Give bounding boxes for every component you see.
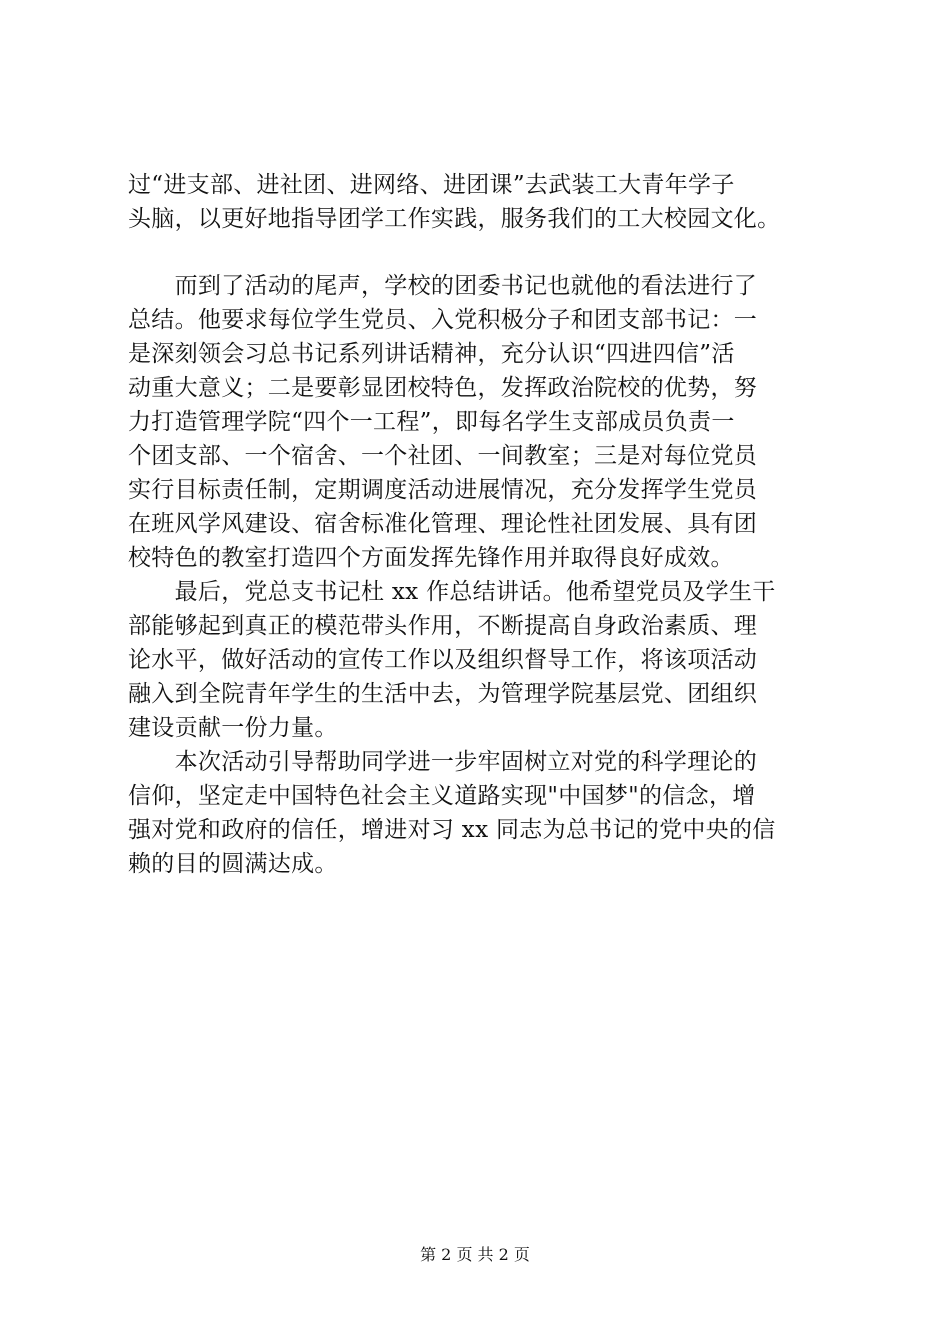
text-line: 论水平，做好活动的宣传工作以及组织督导工作，将该项活动 — [128, 647, 758, 673]
text-line: 本次活动引导帮助同学进一步牢固树立对党的科学理论的 — [128, 749, 758, 775]
text-line: 实行目标责任制，定期调度活动进展情况，充分发挥学生党员 — [128, 477, 758, 503]
text-line: 动重大意义；二是要彰显团校特色，发挥政治院校的优势，努 — [128, 375, 758, 401]
text-line: 头脑，以更好地指导团学工作实践，服务我们的工大校园文化。 — [128, 206, 781, 232]
paragraph-gap — [128, 236, 840, 269]
text-line: 在班风学风建设、宿舍标准化管理、理论性社团发展、具有团 — [128, 511, 758, 537]
body-text — [128, 168, 840, 881]
text-line: 个团支部、一个宿舍、一个社团、一间教室；三是对每位党员 — [128, 443, 758, 469]
page-footer: 第 2 页 共 2 页 — [420, 1245, 530, 1264]
text-line: 校特色的教室打造四个方面发挥先锋作用并取得良好成效。 — [128, 545, 734, 571]
text-line: 部能够起到真正的模范带头作用，不断提高自身政治素质、理 — [128, 613, 758, 639]
text-line: 总结。他要求每位学生党员、入党积极分子和团支部书记：一 — [128, 307, 758, 333]
text-line: 力打造管理学院“四个一工程”，即每名学生支部成员负责一 — [128, 409, 735, 435]
text-line: 而到了活动的尾声，学校的团委书记也就他的看法进行了 — [128, 273, 758, 299]
text-line: 建设贡献一份力量。 — [128, 715, 338, 741]
text-line: 是深刻领会习总书记系列讲话精神，充分认识“四进四信”活 — [128, 341, 735, 367]
text-line: 融入到全院青年学生的生活中去，为管理学院基层党、团组织 — [128, 681, 758, 707]
text-line: 过“进支部、进社团、进网络、进团课”去武装工大青年学子 — [128, 172, 735, 198]
text-line: 信仰，坚定走中国特色社会主义道路实现"中国梦"的信念，增 — [128, 783, 756, 809]
text-line: 赖的目的圆满达成。 — [128, 851, 338, 877]
text-line: 强对党和政府的信任，增进对习 xx 同志为总书记的党中央的信 — [128, 817, 776, 843]
text-line: 最后，党总支书记杜 xx 作总结讲话。他希望党员及学生干 — [128, 579, 776, 605]
